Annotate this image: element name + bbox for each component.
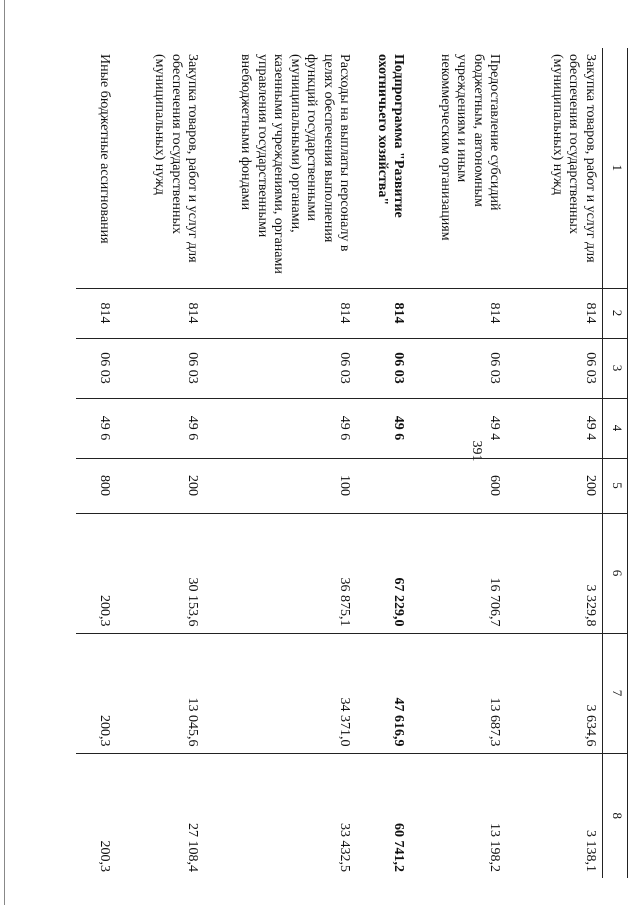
- column-header-8: 8: [603, 753, 628, 878]
- row-target-code: 49 6: [357, 398, 411, 458]
- row-amount-6: 30 153,6: [117, 513, 205, 633]
- row-amount-7: 13 045,6: [117, 633, 205, 753]
- row-amount-6: 200,3: [77, 513, 117, 633]
- row-amount-7: 13 687,3: [411, 633, 507, 753]
- row-name: Закупка товаров, работ и услуг для обеспечения государственных (муниципальных) нужд: [507, 48, 603, 288]
- scan-edge-line: [4, 0, 5, 905]
- row-expense-type: 100: [205, 458, 357, 513]
- row-amount-6: 16 706,7: [411, 513, 507, 633]
- column-header-2: 2: [603, 288, 628, 338]
- column-header-1: 1: [603, 48, 628, 288]
- row-name: Закупка товаров, работ и услуг для обеспечения государственных (муниципальных) нужд: [117, 48, 205, 288]
- row-name: Расходы на выплаты персоналу в целях обеспечения выполнения функций государственными (муниципальными) органами, казенными учреждениями, органами управления государственными внебюджетными фондами: [205, 48, 357, 288]
- row-section-code: 06 03: [411, 338, 507, 398]
- row-amount-8: 3 138,1: [583, 830, 598, 872]
- row-ministry-code: 814: [205, 288, 357, 338]
- budget-table: [77, 48, 629, 878]
- row-amount-8: 13 198,2: [487, 823, 503, 872]
- row-target-code: 49 4: [507, 398, 603, 458]
- row-section-code: 06 03: [357, 338, 411, 398]
- row-expense-type: 200: [117, 458, 205, 513]
- row-name: Предоставление субсидий бюджетным, автономным учреждениям и иным некоммерческим организациям: [411, 48, 507, 288]
- row-section-code: 06 03: [117, 338, 205, 398]
- row-ministry-code: 814: [357, 288, 411, 338]
- row-amount-8: 33 432,5: [337, 823, 353, 872]
- row-amount-7: 3 634,6: [507, 633, 603, 753]
- row-amount-8: 60 741,2: [391, 823, 407, 872]
- row-expense-type: 800: [77, 458, 117, 513]
- column-header-5: 5: [603, 458, 628, 513]
- table-header-row: [603, 48, 628, 878]
- row-amount-7: 200,3: [77, 633, 117, 753]
- row-ministry-code: 814: [507, 288, 603, 338]
- row-ministry-code: 814: [117, 288, 205, 338]
- column-header-7: 7: [603, 633, 628, 753]
- table-row: [411, 48, 507, 878]
- rotated-page: [68, 48, 628, 878]
- page-number: 391: [469, 440, 484, 462]
- row-target-code: 49 4: [411, 398, 507, 458]
- row-target-code: 49 6: [205, 398, 357, 458]
- row-amount-6: 67 229,0: [357, 513, 411, 633]
- table-row: [205, 48, 357, 878]
- row-name: Иные бюджетные ассигнования: [77, 48, 117, 288]
- row-amount-6: 36 875,1: [205, 513, 357, 633]
- row-expense-type: 600: [411, 458, 507, 513]
- row-ministry-code: 814: [411, 288, 507, 338]
- table-row: [77, 48, 117, 878]
- row-expense-type: 200: [507, 458, 603, 513]
- row-target-code: 49 6: [77, 398, 117, 458]
- row-section-code: 06 03: [507, 338, 603, 398]
- row-section-code: 06 03: [77, 338, 117, 398]
- row-amount-7: 34 371,0: [205, 633, 357, 753]
- row-section-code: 06 03: [205, 338, 357, 398]
- row-amount-7: 47 616,9: [357, 633, 411, 753]
- table-row: [117, 48, 205, 878]
- row-target-code: 49 6: [117, 398, 205, 458]
- table-row-subprogram: [357, 48, 411, 878]
- row-amount-6: 3 329,8: [507, 513, 603, 633]
- row-ministry-code: 814: [77, 288, 117, 338]
- row-expense-type: [357, 458, 411, 513]
- row-amount-8: 200,3: [97, 840, 113, 872]
- column-header-4: 4: [603, 398, 628, 458]
- column-header-3: 3: [603, 338, 628, 398]
- table-row: [507, 48, 603, 878]
- column-header-6: 6: [603, 513, 628, 633]
- row-amount-8: 27 108,4: [185, 823, 201, 872]
- row-name: Подпрограмма "Развитие охотничьего хозяйства": [357, 48, 411, 288]
